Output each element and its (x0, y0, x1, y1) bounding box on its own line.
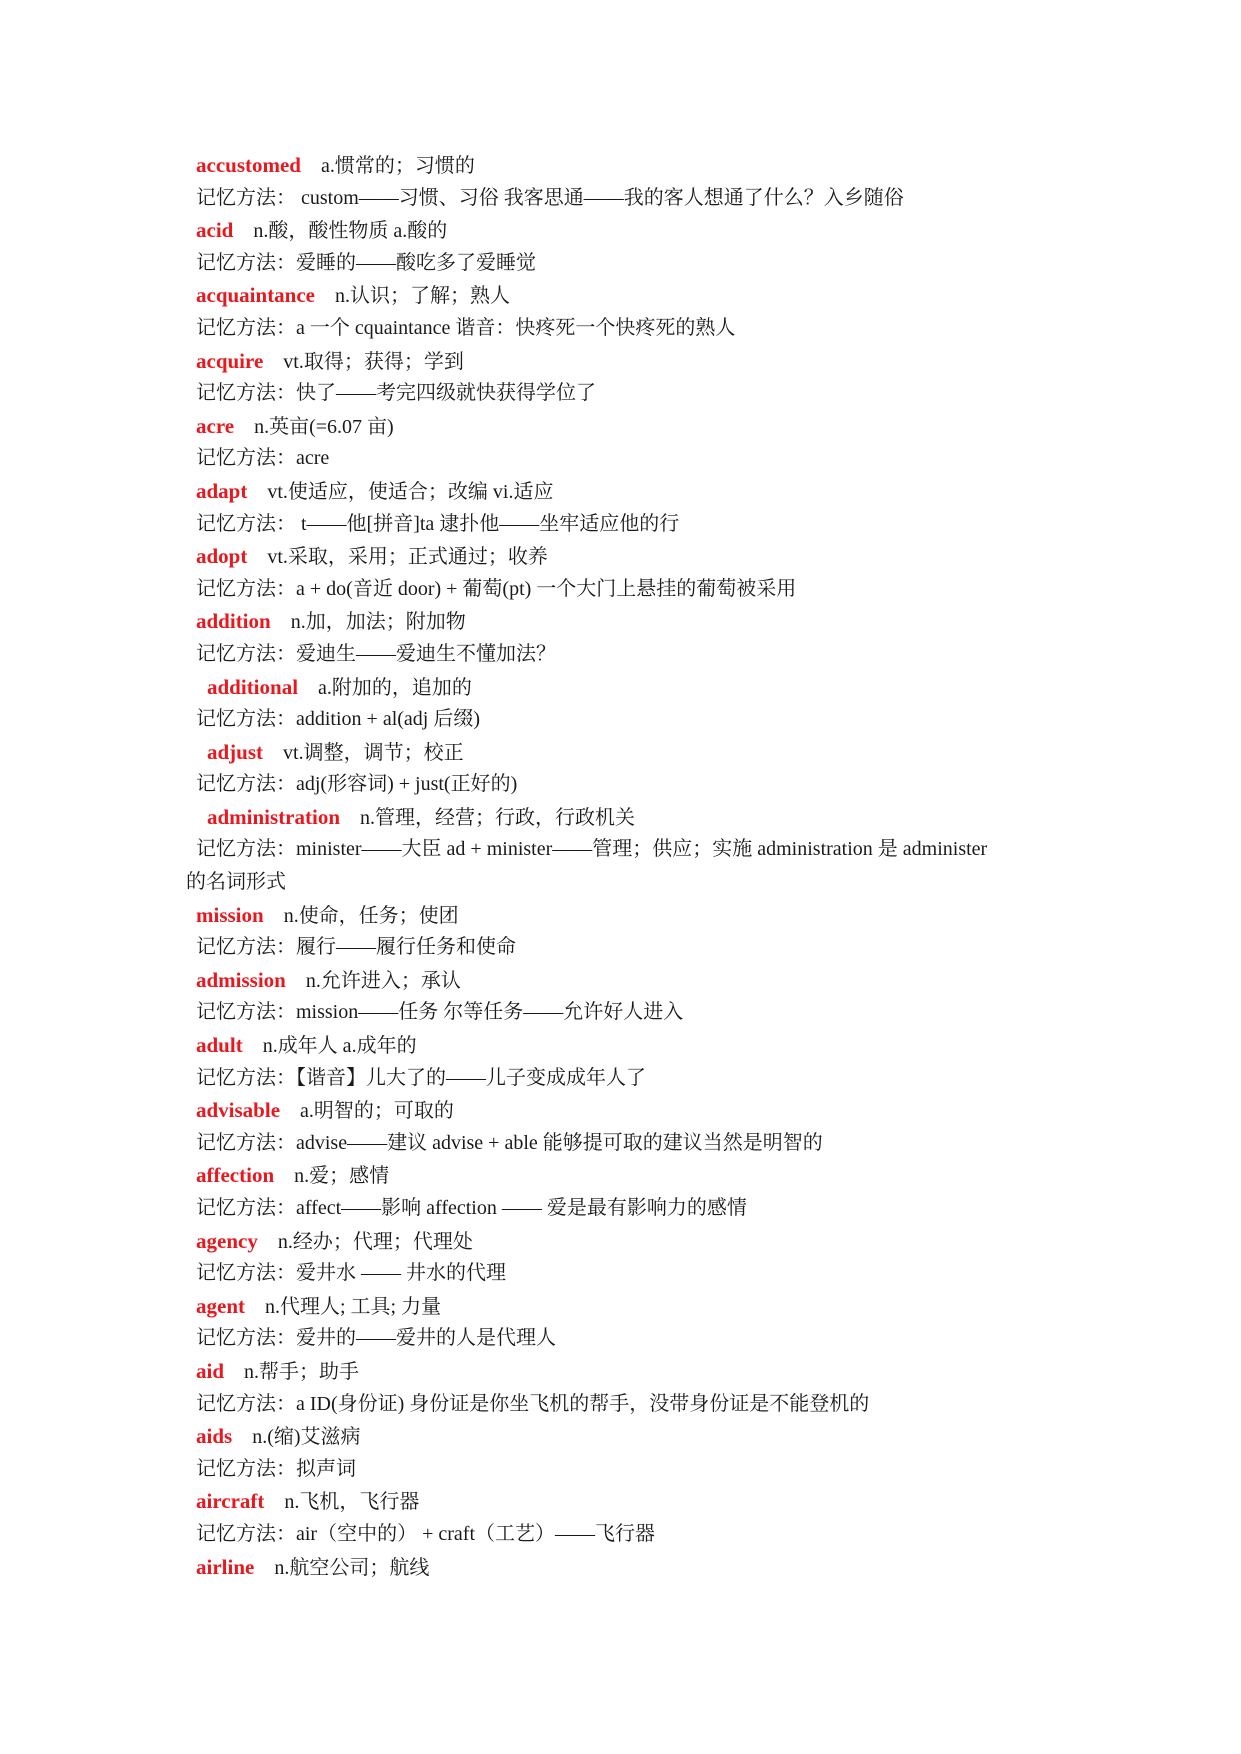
memory-tip-text: 记忆方法：爱井的——爱井的人是代理人 (196, 1327, 556, 1350)
entry-headword-row (196, 410, 1076, 443)
memory-tip-text: 记忆方法：addition + al(adj 后缀) (196, 708, 481, 731)
entry-headword-row (196, 605, 1076, 638)
memory-tip (196, 1453, 1076, 1486)
memory-tip-continuation: 的名词形式 (186, 871, 286, 894)
definition: n.成年人 a.成年的 (262, 1035, 417, 1058)
memory-tip-text: 记忆方法：【谐音】儿大了的——儿子变成成年人了 (196, 1066, 646, 1089)
entry-headword-row (196, 899, 1076, 932)
definition: n.管理，经营；行政，行政机关 (360, 806, 636, 829)
memory-tip-text: 记忆方法：a + do(音近 door) + 葡萄(pt) 一个大门上悬挂的葡萄被采用 (196, 577, 797, 600)
headword: aircraft (196, 1489, 265, 1514)
definition: n.使命，任务；使团 (283, 904, 459, 927)
entry-headword-row (196, 279, 1076, 312)
memory-tip (196, 768, 1076, 801)
entry-headword-row (196, 736, 1076, 769)
definition: n.帮手；助手 (244, 1360, 360, 1383)
definition: a.附加的，追加的 (318, 676, 472, 699)
memory-tip-text: 记忆方法：爱睡的——酸吃多了爱睡觉 (196, 251, 536, 274)
headword: aids (196, 1424, 233, 1449)
headword: affection (196, 1163, 275, 1188)
definition: vt.调整，调节；校正 (283, 741, 464, 764)
memory-tip (196, 442, 1076, 475)
memory-tip (196, 508, 1076, 541)
memory-tip (196, 377, 1076, 410)
definition: n.(缩)艾滋病 (252, 1426, 361, 1449)
memory-tip-text: 记忆方法：爱井水 —— 井水的代理 (196, 1262, 506, 1285)
memory-tip-text: 记忆方法：拟声词 (196, 1457, 356, 1480)
definition: vt.采取，采用；正式通过；收养 (267, 546, 548, 569)
vocabulary-list (186, 149, 1076, 1583)
memory-tip-text: 记忆方法： custom——习惯、习俗 我客思通——我的客人想通了什么？入乡随俗 (196, 186, 904, 209)
memory-tip (196, 703, 1076, 736)
memory-tip (186, 833, 1076, 898)
entry-headword-row (196, 149, 1076, 182)
entry-headword-row (196, 1485, 1076, 1518)
headword: aid (196, 1358, 225, 1383)
entry-headword-row (196, 1159, 1076, 1192)
headword: addition (196, 609, 271, 634)
definition: a.明智的；可取的 (300, 1100, 454, 1123)
definition: n.加，加法；附加物 (290, 611, 466, 634)
headword: administration (207, 804, 341, 829)
headword: airline (196, 1554, 255, 1579)
entry-headword-row (196, 801, 1076, 834)
memory-tip-text: 记忆方法：快了——考完四级就快获得学位了 (196, 382, 596, 405)
memory-tip (196, 1127, 1076, 1160)
headword: agency (196, 1228, 258, 1253)
entry-headword-row (196, 1355, 1076, 1388)
memory-tip (196, 1062, 1076, 1095)
memory-tip (196, 1388, 1076, 1421)
definition: n.认识；了解；熟人 (335, 285, 511, 308)
memory-tip (196, 573, 1076, 606)
entry-headword-row (196, 1225, 1076, 1258)
definition: n.酸，酸性物质 a.酸的 (253, 220, 448, 243)
memory-tip-text: 记忆方法：acre (196, 447, 330, 470)
memory-tip-text: 记忆方法：mission——任务 尔等任务——允许好人进入 (196, 1001, 684, 1024)
headword: adult (196, 1033, 243, 1058)
entry-headword-row (196, 1029, 1076, 1062)
headword: adopt (196, 544, 248, 569)
memory-tip-text: 记忆方法：minister——大臣 ad + minister——管理；供应；实施 administration 是 administer (196, 838, 988, 861)
memory-tip-text: 记忆方法： t——他[拼音]ta 逮扑他——坐牢适应他的行 (196, 512, 680, 535)
memory-tip-text: 记忆方法：adj(形容词) + just(正好的) (196, 773, 518, 796)
memory-tip-text: 记忆方法：affect——影响 affection —— 爱是最有影响力的感情 (196, 1197, 747, 1219)
definition: a.惯常的；习惯的 (320, 155, 475, 177)
memory-tip (196, 1257, 1076, 1290)
memory-tip (196, 931, 1076, 964)
entry-headword-row (196, 1094, 1076, 1127)
entry-headword-row (196, 214, 1076, 247)
memory-tip-text: 记忆方法：a 一个 cquaintance 谐音：快疼死一个快疼死的熟人 (196, 316, 736, 339)
memory-tip-text: 记忆方法：air（空中的） + craft（工艺）——飞行器 (196, 1522, 656, 1545)
memory-tip (196, 312, 1076, 345)
entry-headword-row (196, 345, 1076, 378)
definition: n.经办；代理；代理处 (277, 1230, 473, 1253)
memory-tip (196, 638, 1076, 671)
headword: acid (196, 218, 234, 243)
memory-tip-text: 记忆方法：advise——建议 advise + able 能够提可取的建议当然是明智的 (196, 1131, 823, 1154)
definition: n.爱；感情 (294, 1165, 390, 1188)
memory-tip-text: 记忆方法：a ID(身份证) 身份证是你坐飞机的帮手，没带身份证是不能登机的 (196, 1392, 870, 1415)
memory-tip (196, 996, 1076, 1029)
memory-tip-text: 记忆方法：履行——履行任务和使命 (196, 936, 516, 959)
headword: agent (196, 1293, 245, 1318)
headword: adapt (196, 478, 248, 503)
definition: vt.取得；获得；学到 (283, 350, 464, 373)
memory-tip (196, 182, 1076, 215)
definition: n.飞机，飞行器 (284, 1491, 420, 1514)
headword: adjust (207, 739, 264, 764)
headword: acquaintance (196, 283, 316, 308)
headword: acquire (196, 348, 264, 373)
headword: mission (196, 902, 264, 927)
entry-headword-row (196, 671, 1076, 704)
memory-tip (196, 1322, 1076, 1355)
definition: n.允许进入；承认 (305, 969, 461, 992)
entry-headword-row (196, 475, 1076, 508)
headword: admission (196, 967, 286, 992)
definition: n.航空公司；航线 (274, 1556, 430, 1579)
entry-headword-row (196, 964, 1076, 997)
headword: advisable (196, 1098, 281, 1123)
headword: acre (196, 413, 235, 438)
memory-tip (196, 247, 1076, 280)
definition: n.代理人; 工具; 力量 (265, 1295, 442, 1318)
definition: n.英亩(=6.07 亩) (254, 415, 394, 438)
entry-headword-row (196, 1290, 1076, 1323)
entry-headword-row (196, 540, 1076, 573)
headword: accustomed (196, 153, 301, 177)
definition: vt.使适应，使适合；改编 vi.适应 (267, 480, 554, 503)
entry-headword-row (196, 1551, 1076, 1584)
memory-tip-text: 记忆方法：爱迪生——爱迪生不懂加法？ (196, 642, 556, 665)
headword: additional (207, 674, 299, 699)
entry-headword-row (196, 1420, 1076, 1453)
memory-tip (196, 1192, 1076, 1225)
memory-tip (196, 1518, 1076, 1551)
